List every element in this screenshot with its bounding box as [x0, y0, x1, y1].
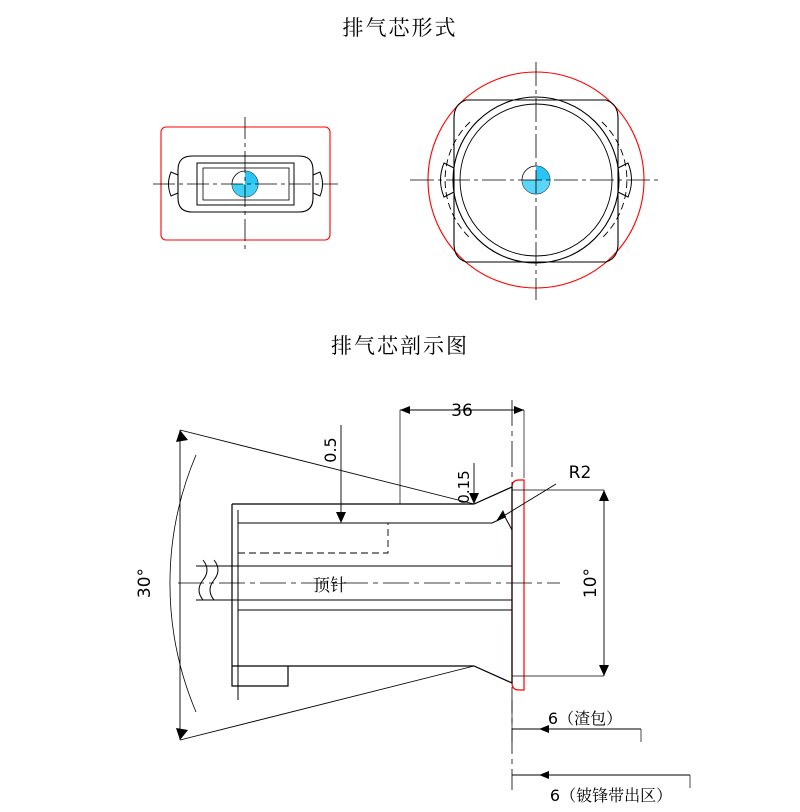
dim-0-15-label: 0.15 [455, 470, 473, 504]
angle-10-lower-arrow [599, 665, 609, 676]
rect-core-quadrant-upper-right [245, 171, 258, 184]
pin-channel-top-transition [492, 517, 512, 530]
dim-36-right-arrow [514, 406, 524, 414]
dim-0-5-label: 0.5 [321, 437, 340, 463]
note-flash-label: 6（铍锋带出区） [549, 786, 673, 805]
radius-r2-label: R2 [568, 463, 592, 483]
core-bottom-step [232, 666, 288, 686]
round-vent-core-front-view [410, 62, 662, 300]
pin-label: 顶针 [313, 576, 347, 596]
dim-0-5-arrow [336, 512, 346, 523]
dim-36-label: 36 [451, 401, 473, 421]
vent-core-section-view [135, 400, 690, 805]
angle-30-label: 30° [135, 567, 155, 599]
hidden-dashed-line [262, 523, 388, 553]
radius-r2-arrow [497, 510, 506, 520]
angle-30-arc [170, 455, 196, 712]
dim-36-left-arrow [400, 406, 410, 414]
note-flash-arrow [539, 771, 549, 779]
core-body-outer-profile [232, 487, 512, 683]
angle-10-label: 10° [581, 567, 601, 599]
angle-30-lower-ray [180, 666, 474, 740]
note-slag-label: 6（渣包） [547, 709, 623, 728]
angle-10-upper-arrow [599, 490, 609, 501]
rectangular-vent-core-front-view [153, 117, 338, 250]
flange-red-outline [512, 480, 524, 690]
page-title-top: 排气芯形式 [342, 16, 458, 40]
round-core-quadrant-upper-right [536, 166, 550, 180]
page-title-bottom: 排气芯剖示图 [331, 334, 469, 358]
